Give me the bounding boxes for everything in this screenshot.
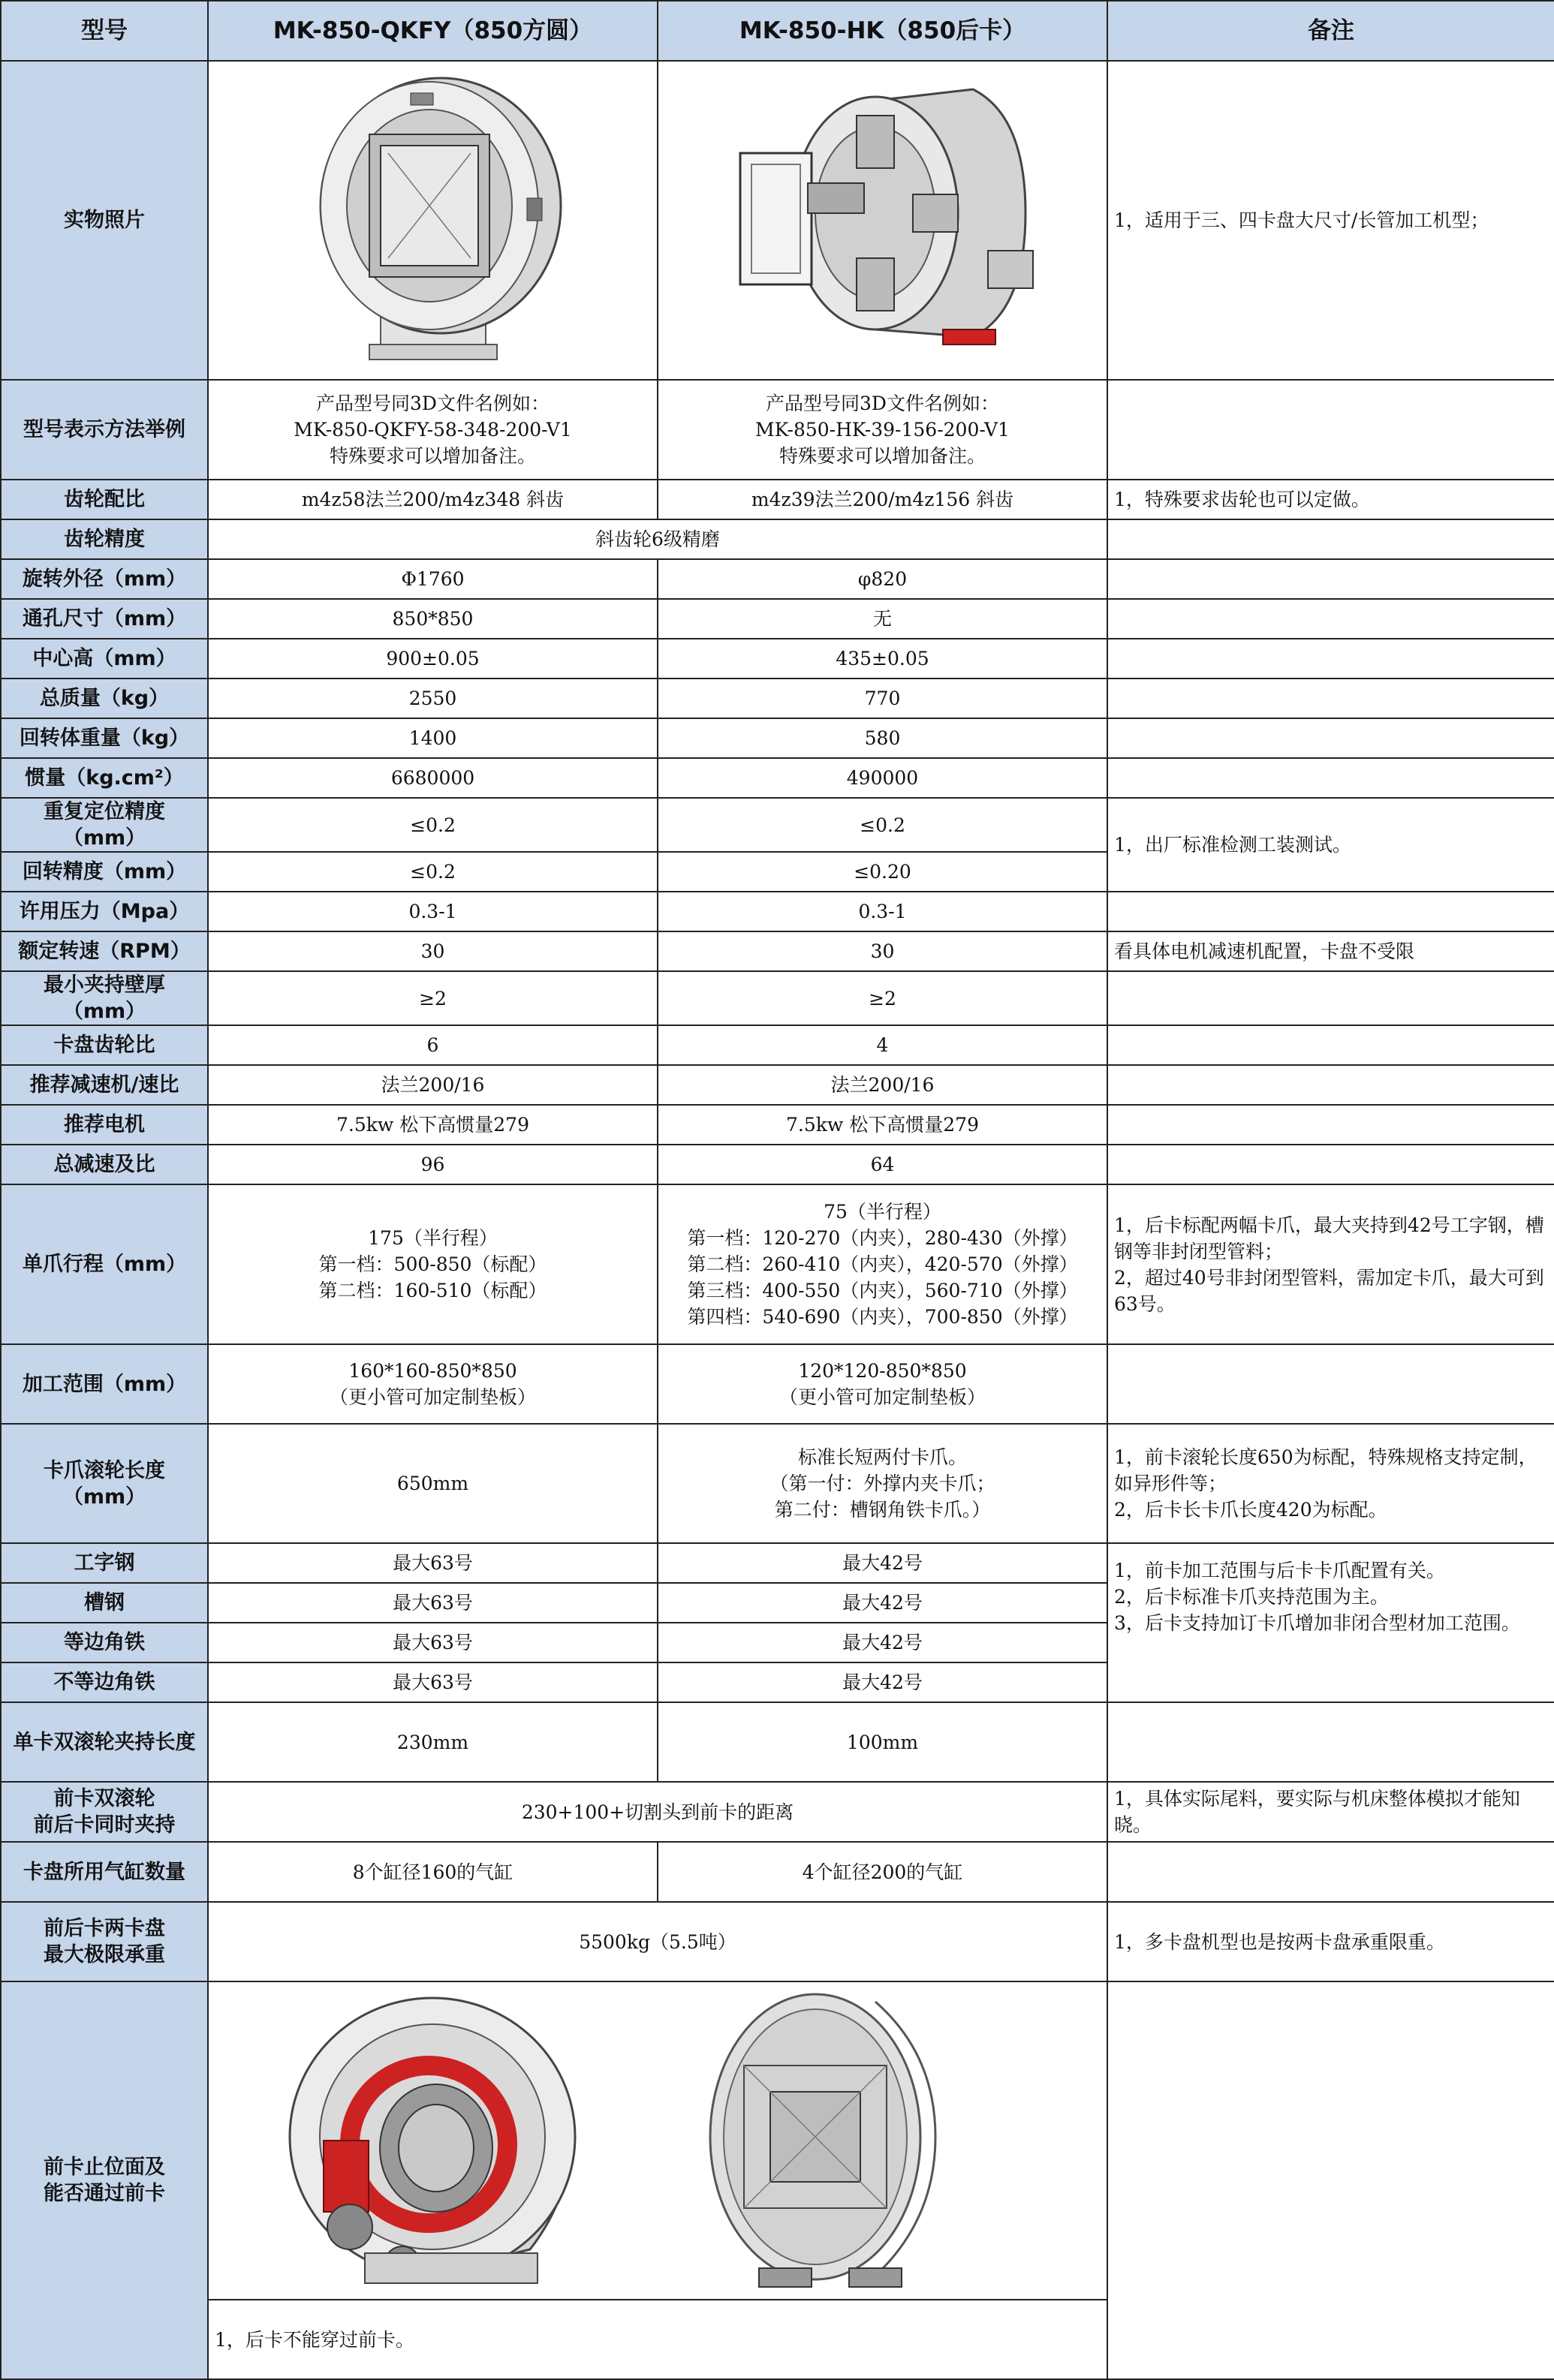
center-height-note — [1107, 639, 1554, 678]
total-reduction-b: 64 — [658, 1145, 1107, 1184]
pressure-a: 0.3-1 — [208, 892, 658, 931]
bore-row — [1, 599, 1554, 639]
front-rear-chuck-renders-icon — [215, 1987, 1107, 2294]
rotation-od-note — [1107, 559, 1554, 599]
pressure-label: 许用压力（Mpa） — [1, 892, 208, 931]
profile-b: 最大42号 — [658, 1623, 1107, 1662]
inertia-note — [1107, 758, 1554, 798]
rotor-weight-b: 580 — [658, 718, 1107, 758]
total-reduction-a: 96 — [208, 1145, 658, 1184]
chuck-gear-ratio-row — [1, 1025, 1554, 1065]
profile-label: 不等边角铁 — [1, 1662, 208, 1702]
machining-range-a: 160*160-850*850 （更小管可加定制垫板） — [208, 1344, 658, 1424]
max-load-label: 前后卡两卡盘 最大极限承重 — [1, 1902, 208, 1981]
single-roller-a: 230mm — [208, 1702, 658, 1782]
total-reduction-note — [1107, 1145, 1554, 1184]
stop-label: 前卡止位面及 能否通过前卡 — [1, 1981, 208, 2379]
machining-range-note — [1107, 1344, 1554, 1424]
bore-b: 无 — [658, 599, 1107, 639]
total-mass-label: 总质量（kg） — [1, 678, 208, 718]
photo-b — [658, 61, 1107, 380]
reducer-a: 法兰200/16 — [208, 1065, 658, 1105]
total-reduction-row — [1, 1145, 1554, 1184]
rated-speed-label: 额定转速（RPM） — [1, 931, 208, 971]
reducer-row — [1, 1065, 1554, 1105]
bore-note — [1107, 599, 1554, 639]
motor-b: 7.5kw 松下高惯量279 — [658, 1105, 1107, 1145]
roller-length-a: 650mm — [208, 1424, 658, 1543]
rear-chuck-render-icon — [710, 1994, 935, 2287]
gear-ratio-b: m4z39法兰200/m4z156 斜齿 — [658, 480, 1107, 519]
single-roller-row — [1, 1702, 1554, 1782]
rotation-od-a: Φ1760 — [208, 559, 658, 599]
inertia-row — [1, 758, 1554, 798]
machining-range-label: 加工范围（mm） — [1, 1344, 208, 1424]
rotation-od-b: φ820 — [658, 559, 1107, 599]
stop-images — [208, 1981, 1107, 2300]
hk-chuck-render-icon — [725, 71, 1041, 371]
qkfy-chuck-render-icon — [298, 71, 568, 371]
stop-note-empty — [1107, 1981, 1554, 2379]
chuck-gear-ratio-b: 4 — [658, 1025, 1107, 1065]
jaw-stroke-label: 单爪行程（mm） — [1, 1184, 208, 1344]
front-rear-clamp-value: 230+100+切割头到前卡的距离 — [208, 1782, 1107, 1842]
reducer-note — [1107, 1065, 1554, 1105]
min-wall-note — [1107, 971, 1554, 1025]
profile-row — [1, 1543, 1554, 1583]
max-load-row — [1, 1902, 1554, 1981]
naming-a: 产品型号同3D文件名例如： MK-850-QKFY-58-348-200-V1 特殊要求可以增加备注。 — [208, 380, 658, 480]
min-wall-a: ≥2 — [208, 971, 658, 1025]
pressure-note — [1107, 892, 1554, 931]
reducer-b: 法兰200/16 — [658, 1065, 1107, 1105]
rotor-weight-a: 1400 — [208, 718, 658, 758]
front-rear-clamp-row — [1, 1782, 1554, 1842]
rotation-accuracy-label: 回转精度（mm） — [1, 852, 208, 892]
single-roller-b: 100mm — [658, 1702, 1107, 1782]
repeat-accuracy-a: ≤0.2 — [208, 798, 658, 852]
bore-label: 通孔尺寸（mm） — [1, 599, 208, 639]
min-wall-label: 最小夹持壁厚（mm） — [1, 971, 208, 1025]
header-model: 型号 — [1, 1, 208, 61]
roller-length-b: 标准长短两付卡爪。 （第一付：外撑内夹卡爪； 第二付：槽钢角铁卡爪。） — [658, 1424, 1107, 1543]
machining-range-row — [1, 1344, 1554, 1424]
stop-note: 1，后卡不能穿过前卡。 — [208, 2300, 1107, 2379]
inertia-a: 6680000 — [208, 758, 658, 798]
motor-note — [1107, 1105, 1554, 1145]
profile-a: 最大63号 — [208, 1662, 658, 1702]
rotation-od-row — [1, 559, 1554, 599]
roller-length-label: 卡爪滚轮长度（mm） — [1, 1424, 208, 1543]
pressure-b: 0.3-1 — [658, 892, 1107, 931]
stop-images-row — [1, 1981, 1554, 2300]
motor-label: 推荐电机 — [1, 1105, 208, 1145]
jaw-stroke-row — [1, 1184, 1554, 1344]
rated-speed-b: 30 — [658, 931, 1107, 971]
machining-range-b: 120*120-850*850 （更小管可加定制垫板） — [658, 1344, 1107, 1424]
motor-a: 7.5kw 松下高惯量279 — [208, 1105, 658, 1145]
total-reduction-label: 总减速及比 — [1, 1145, 208, 1184]
profile-b: 最大42号 — [658, 1583, 1107, 1623]
total-mass-row — [1, 678, 1554, 718]
front-rear-clamp-label: 前卡双滚轮 前后卡同时夹持 — [1, 1782, 208, 1842]
rotor-weight-label: 回转体重量（kg） — [1, 718, 208, 758]
profile-label: 槽钢 — [1, 1583, 208, 1623]
rotation-accuracy-b: ≤0.20 — [658, 852, 1107, 892]
profile-label: 工字钢 — [1, 1543, 208, 1583]
roller-length-note: 1，前卡滚轮长度650为标配，特殊规格支持定制，如异形件等； 2，后卡长卡爪长度420为标配。 — [1107, 1424, 1554, 1543]
single-roller-label: 单卡双滚轮夹持长度 — [1, 1702, 208, 1782]
profile-label: 等边角铁 — [1, 1623, 208, 1662]
gear-ratio-a: m4z58法兰200/m4z348 斜齿 — [208, 480, 658, 519]
gear-ratio-row — [1, 480, 1554, 519]
rated-speed-note: 看具体电机减速机配置，卡盘不受限 — [1107, 931, 1554, 971]
cylinders-b: 4个缸径200的气缸 — [658, 1842, 1107, 1902]
roller-length-row — [1, 1424, 1554, 1543]
max-load-note: 1，多卡盘机型也是按两卡盘承重限重。 — [1107, 1902, 1554, 1981]
photo-row — [1, 61, 1554, 380]
jaw-stroke-a: 175（半行程） 第一档：500-850（标配） 第二档：160-510（标配） — [208, 1184, 658, 1344]
profile-b: 最大42号 — [658, 1543, 1107, 1583]
accuracy-note: 1，出厂标准检测工装测试。 — [1107, 798, 1554, 892]
rated-speed-row — [1, 931, 1554, 971]
center-height-row — [1, 639, 1554, 678]
cylinders-a: 8个缸径160的气缸 — [208, 1842, 658, 1902]
front-chuck-render-icon — [290, 1998, 575, 2283]
center-height-b: 435±0.05 — [658, 639, 1107, 678]
pressure-row — [1, 892, 1554, 931]
bore-a: 850*850 — [208, 599, 658, 639]
header-model-a: MK-850-QKFY（850方圆） — [208, 1, 658, 61]
naming-b: 产品型号同3D文件名例如： MK-850-HK-39-156-200-V1 特殊要求可以增加备注。 — [658, 380, 1107, 480]
total-mass-a: 2550 — [208, 678, 658, 718]
total-mass-b: 770 — [658, 678, 1107, 718]
header-row — [1, 1, 1554, 61]
profile-a: 最大63号 — [208, 1623, 658, 1662]
cylinders-note — [1107, 1842, 1554, 1902]
profile-a: 最大63号 — [208, 1583, 658, 1623]
center-height-label: 中心高（mm） — [1, 639, 208, 678]
rated-speed-a: 30 — [208, 931, 658, 971]
header-notes: 备注 — [1107, 1, 1554, 61]
photo-note: 1，适用于三、四卡盘大尺寸/长管加工机型； — [1107, 61, 1554, 380]
gear-precision-label: 齿轮精度 — [1, 519, 208, 559]
front-rear-clamp-note: 1，具体实际尾料，要实际与机床整体模拟才能知晓。 — [1107, 1782, 1554, 1842]
cylinders-label: 卡盘所用气缸数量 — [1, 1842, 208, 1902]
profiles-note: 1，前卡加工范围与后卡卡爪配置有关。 2，后卡标准卡爪夹持范围为主。 3，后卡支持加订卡爪增加非闭合型材加工范围。 — [1107, 1543, 1554, 1702]
rotation-accuracy-a: ≤0.2 — [208, 852, 658, 892]
profile-b: 最大42号 — [658, 1662, 1107, 1702]
inertia-label: 惯量（kg.cm²） — [1, 758, 208, 798]
repeat-accuracy-b: ≤0.2 — [658, 798, 1107, 852]
naming-label: 型号表示方法举例 — [1, 380, 208, 480]
reducer-label: 推荐减速机/速比 — [1, 1065, 208, 1105]
single-roller-note — [1107, 1702, 1554, 1782]
gear-precision-value: 斜齿轮6级精磨 — [208, 519, 1107, 559]
profile-a: 最大63号 — [208, 1543, 658, 1583]
max-load-value: 5500kg（5.5吨） — [208, 1902, 1107, 1981]
repeat-accuracy-label: 重复定位精度（mm） — [1, 798, 208, 852]
rotor-weight-note — [1107, 718, 1554, 758]
total-mass-note — [1107, 678, 1554, 718]
repeat-accuracy-row — [1, 798, 1554, 852]
gear-precision-row — [1, 519, 1554, 559]
naming-row — [1, 380, 1554, 480]
jaw-stroke-b: 75（半行程） 第一档：120-270（内夹），280-430（外撑） 第二档：260-410（内夹），420-570（外撑） 第三档：400-550（内夹），560-710（外撑） 第四档：540-690（内夹），700-850（外撑） — [658, 1184, 1107, 1344]
chuck-gear-ratio-a: 6 — [208, 1025, 658, 1065]
gear-ratio-note: 1，特殊要求齿轮也可以定做。 — [1107, 480, 1554, 519]
photo-label: 实物照片 — [1, 61, 208, 380]
gear-ratio-label: 齿轮配比 — [1, 480, 208, 519]
inertia-b: 490000 — [658, 758, 1107, 798]
min-wall-b: ≥2 — [658, 971, 1107, 1025]
center-height-a: 900±0.05 — [208, 639, 658, 678]
rotor-weight-row — [1, 718, 1554, 758]
photo-a — [208, 61, 658, 380]
min-wall-row — [1, 971, 1554, 1025]
rotation-od-label: 旋转外径（mm） — [1, 559, 208, 599]
gear-precision-note — [1107, 519, 1554, 559]
chuck-gear-ratio-label: 卡盘齿轮比 — [1, 1025, 208, 1065]
naming-note — [1107, 380, 1554, 480]
jaw-stroke-note: 1，后卡标配两幅卡爪，最大夹持到42号工字钢，槽钢等非封闭型管料； 2，超过40号非封闭型管料，需加定卡爪，最大可到63号。 — [1107, 1184, 1554, 1344]
chuck-gear-ratio-note — [1107, 1025, 1554, 1065]
header-model-b: MK-850-HK（850后卡） — [658, 1, 1107, 61]
motor-row — [1, 1105, 1554, 1145]
cylinders-row — [1, 1842, 1554, 1902]
